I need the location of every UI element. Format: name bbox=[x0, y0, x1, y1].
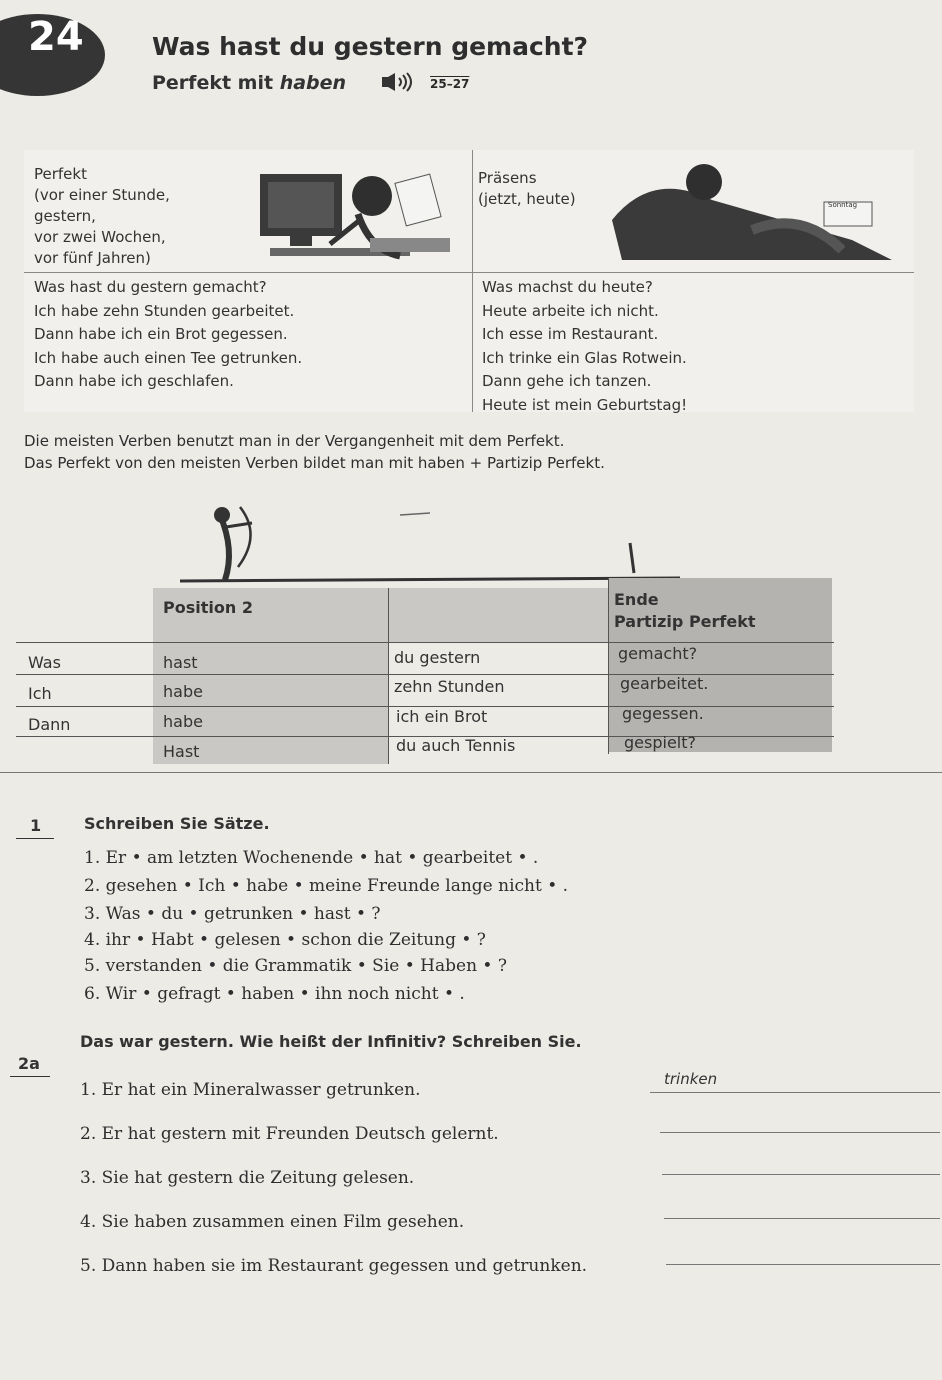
exercise-1-item: 2. gesehen • Ich • habe • meine Freunde lange nicht • . bbox=[84, 876, 569, 896]
answer-line[interactable] bbox=[650, 1092, 940, 1093]
page-title: Was hast du gestern gemacht? bbox=[152, 32, 589, 61]
table-cell-end: gemacht? bbox=[618, 644, 698, 663]
exercise-1-item: 5. verstanden • die Grammatik • Sie • Haben • ? bbox=[84, 956, 507, 976]
page-subtitle: Perfekt mit haben bbox=[152, 72, 347, 94]
exercise-2a-item: 3. Sie hat gestern die Zeitung gelesen. bbox=[80, 1168, 415, 1188]
illustration-archer bbox=[180, 495, 680, 589]
illustration-relaxing bbox=[612, 160, 902, 274]
audio-track-number: 25–27 bbox=[430, 77, 470, 91]
exercise-2a-item: 1. Er hat ein Mineralwasser getrunken. bbox=[80, 1080, 421, 1100]
table-cell-pos1: Was bbox=[28, 653, 61, 672]
answer-line[interactable] bbox=[662, 1174, 940, 1175]
exercise-2a-number: 2a bbox=[18, 1054, 40, 1073]
exercise-1-item: 1. Er • am letzten Wochenende • hat • gearbeitet • . bbox=[84, 848, 539, 868]
exercise-1-item: 3. Was • du • getrunken • hast • ? bbox=[84, 904, 381, 924]
praesens-label: Präsens (jetzt, heute) bbox=[478, 169, 576, 208]
table-cell-end: gegessen. bbox=[622, 704, 704, 723]
answer-line[interactable] bbox=[664, 1218, 940, 1219]
table-cell-middle: du gestern bbox=[394, 648, 481, 667]
exercise-1-number-underline bbox=[16, 838, 54, 839]
rule-1: Die meisten Verben benutzt man in der Vergangenheit mit dem Perfekt. bbox=[24, 432, 565, 450]
exercise-1-item: 4. ihr • Habt • gelesen • schon die Zeitung • ? bbox=[84, 930, 486, 950]
table-cell-end: gearbeitet. bbox=[620, 674, 709, 693]
exercise-2a-item: 5. Dann haben sie im Restaurant gegessen und getrunken. bbox=[80, 1256, 588, 1276]
column-header-ende: Ende bbox=[614, 590, 659, 609]
table-cell-pos1: Ich bbox=[28, 684, 52, 703]
exercise-2a-item: 2. Er hat gestern mit Freunden Deutsch gelernt. bbox=[80, 1124, 499, 1144]
table-cell-end: gespielt? bbox=[624, 733, 696, 752]
column-header-partizip: Partizip Perfekt bbox=[614, 612, 756, 631]
perfekt-examples: Was hast du gestern gemacht? Ich habe zehn Stunden gearbeitet. Dann habe ich ein Brot gegessen. Ich habe auch einen Tee getrunken. Dann habe ich geschlafen. bbox=[34, 278, 303, 390]
exercise-2a-item: 4. Sie haben zusammen einen Film gesehen. bbox=[80, 1212, 465, 1232]
audio-icon bbox=[380, 72, 424, 97]
calendar-text: Sonntag bbox=[828, 201, 858, 209]
exercise-1-heading: Schreiben Sie Sätze. bbox=[84, 814, 270, 833]
praesens-examples: Was machst du heute? Heute arbeite ich nicht. Ich esse im Restaurant. Ich trinke ein Glas Rotwein. Dann gehe ich tanzen. Heute ist mein Geburtstag! bbox=[482, 278, 688, 414]
answer-line[interactable] bbox=[666, 1264, 940, 1265]
exercise-1-item: 6. Wir • gefragt • haben • ihn noch nicht • . bbox=[84, 984, 465, 1004]
section-divider bbox=[0, 772, 942, 773]
table-cell-pos2: hast bbox=[163, 653, 198, 672]
exercise-2a-number-underline bbox=[10, 1076, 50, 1077]
exercise-2a-heading: Das war gestern. Wie heißt der Infinitiv? Schreiben Sie. bbox=[80, 1032, 582, 1051]
exercise-1-number: 1 bbox=[30, 816, 42, 835]
table-cell-middle: zehn Stunden bbox=[394, 677, 505, 696]
grammar-table bbox=[16, 578, 842, 768]
column-header-position-2: Position 2 bbox=[163, 598, 253, 617]
illustration-worker bbox=[250, 160, 475, 276]
table-cell-pos2: habe bbox=[163, 682, 203, 701]
table-cell-middle: du auch Tennis bbox=[396, 736, 516, 755]
perfekt-label: Perfekt (vor einer Stunde, gestern, vor zwei Wochen, vor fünf Jahren) bbox=[34, 165, 170, 267]
table-cell-pos2: habe bbox=[163, 712, 203, 731]
rule-2: Das Perfekt von den meisten Verben bildet man mit haben + Partizip Perfekt. bbox=[24, 454, 605, 472]
answer-text: trinken bbox=[664, 1070, 718, 1088]
table-cell-pos2: Hast bbox=[163, 742, 200, 761]
table-cell-pos1: Dann bbox=[28, 715, 71, 734]
chapter-number: 24 bbox=[28, 14, 84, 60]
answer-line[interactable] bbox=[660, 1132, 940, 1133]
table-cell-middle: ich ein Brot bbox=[396, 707, 488, 726]
